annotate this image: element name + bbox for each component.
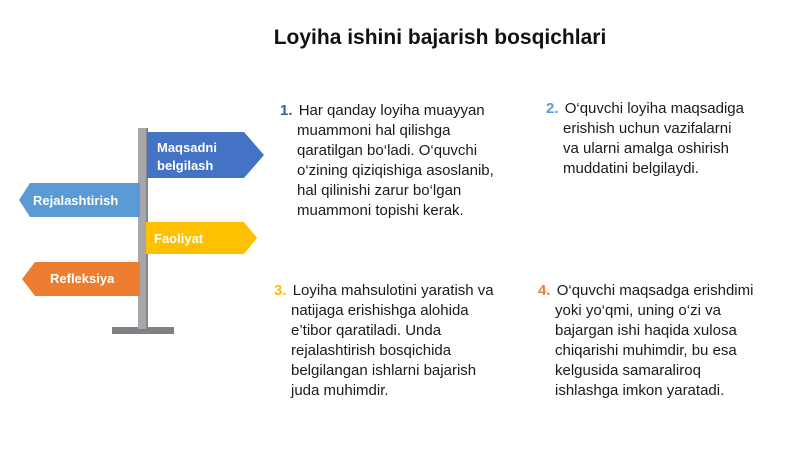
step-3-line: belgilangan ishlarni bajarish <box>291 362 477 379</box>
step-1-line: qaratilgan bo‘ladi. O‘quvchi <box>297 142 478 159</box>
step-3-number: 3. <box>274 282 287 299</box>
step-2-line: muddatini belgilaydi. <box>563 160 699 177</box>
sign-maqsadni-label-1: Maqsadni <box>157 140 217 155</box>
step-4-number: 4. <box>538 282 551 299</box>
step-2-number: 2. <box>546 100 559 117</box>
sign-maqsadni-label-2: belgilash <box>157 158 214 173</box>
step-2-line: O‘quvchi loyiha maqsadiga <box>564 100 744 117</box>
step-3-line: juda muhimdir. <box>291 382 389 399</box>
step-1-line: muammoni hal qilishga <box>297 122 451 139</box>
step-1-line: hal qilinishi zarur bo‘lgan <box>297 182 462 199</box>
step-4 <box>538 281 753 401</box>
sign-refleksiya-label: Refleksiya <box>50 271 115 286</box>
step-1-line: Har qanday loyiha muayyan <box>298 102 485 119</box>
step-1 <box>280 101 494 221</box>
sign-rejalashtirish-label: Rejalashtirish <box>33 193 119 208</box>
step-2-line: va ularni amalga oshirish <box>563 140 729 157</box>
step-4-line: kelgusida samaraliroq <box>555 362 701 379</box>
step-3-line: Loyiha mahsulotini yaratish va <box>292 282 494 299</box>
step-4-line: ishlashga imkon yaratadi. <box>555 382 725 399</box>
step-2 <box>546 99 744 179</box>
step-3-line: e’tibor qaratiladi. Unda <box>291 322 442 339</box>
step-1-line: muammoni topishi kerak. <box>297 202 464 219</box>
step-4-line: O‘quvchi maqsadga erishdimi <box>556 282 754 299</box>
step-1-line: o‘zining qiziqishiga asoslanib, <box>297 162 494 179</box>
step-3-line: rejalashtirish bosqichida <box>291 342 452 359</box>
sign-faoliyat-label: Faoliyat <box>154 231 204 246</box>
step-4-line: chiqarishi muhimdir, bu esa <box>555 342 737 359</box>
step-1-number: 1. <box>280 102 293 119</box>
step-2-line: erishish uchun vazifalarni <box>563 120 732 137</box>
step-4-line: yoki yo‘qmi, uning o‘zi va <box>555 302 721 319</box>
step-4-line: bajargan ishi haqida xulosa <box>555 322 737 339</box>
page-title: Loyiha ishini bajarish bosqichlari <box>273 26 607 49</box>
step-3-line: natijaga erishishga alohida <box>291 302 469 319</box>
step-3 <box>274 281 494 401</box>
